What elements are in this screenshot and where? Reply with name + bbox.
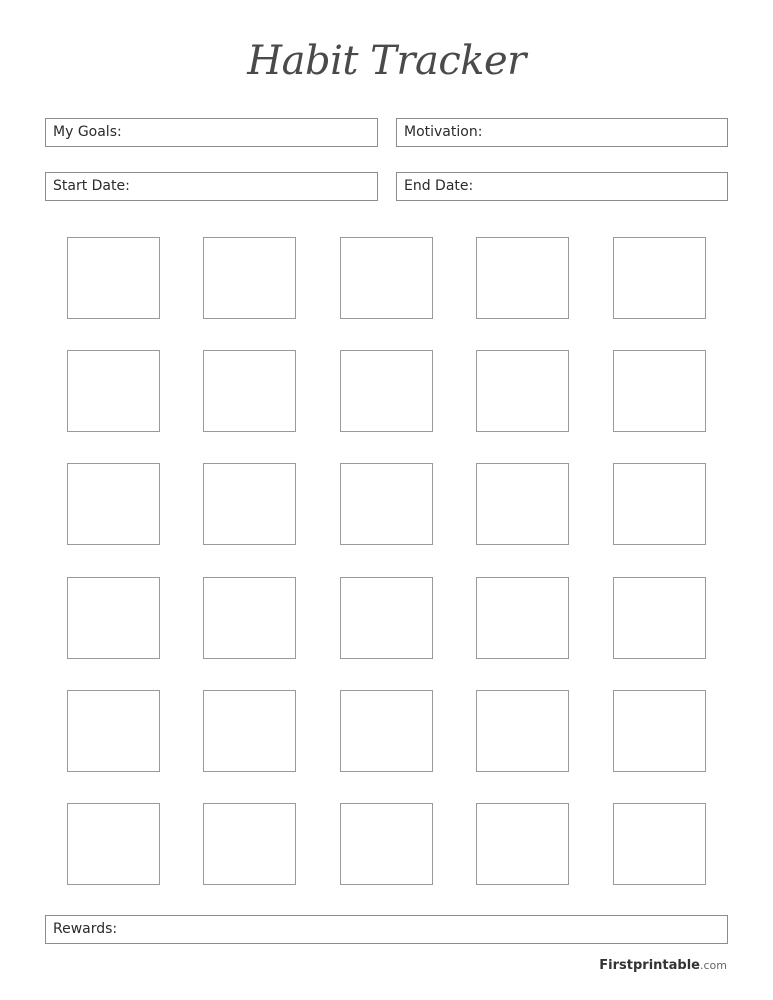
habit-box[interactable] — [613, 237, 706, 319]
habit-box[interactable] — [203, 577, 296, 659]
habit-box[interactable] — [203, 463, 296, 545]
habit-box[interactable] — [476, 237, 569, 319]
habit-box[interactable] — [476, 577, 569, 659]
habit-box[interactable] — [613, 350, 706, 432]
habit-box[interactable] — [203, 803, 296, 885]
habit-box[interactable] — [340, 690, 433, 772]
habit-box[interactable] — [476, 463, 569, 545]
habit-box[interactable] — [340, 803, 433, 885]
brand-domain: .com — [700, 959, 727, 972]
habit-box[interactable] — [613, 803, 706, 885]
habit-box[interactable] — [340, 237, 433, 319]
end-date-label: End Date: — [404, 178, 474, 194]
habit-box[interactable] — [476, 803, 569, 885]
habit-box[interactable] — [67, 577, 160, 659]
habit-box[interactable] — [476, 350, 569, 432]
habit-box[interactable] — [67, 690, 160, 772]
rewards-field[interactable] — [45, 915, 728, 944]
habit-box[interactable] — [67, 803, 160, 885]
habit-box[interactable] — [203, 237, 296, 319]
habit-box[interactable] — [476, 690, 569, 772]
rewards-label: Rewards: — [53, 921, 118, 937]
start-date-label: Start Date: — [53, 178, 130, 194]
habit-box[interactable] — [203, 690, 296, 772]
brand-name: Firstprintable — [599, 958, 700, 973]
habit-box[interactable] — [340, 350, 433, 432]
habit-box[interactable] — [67, 237, 160, 319]
motivation-label: Motivation: — [404, 124, 483, 140]
habit-box[interactable] — [67, 463, 160, 545]
habit-box[interactable] — [67, 350, 160, 432]
habit-box[interactable] — [613, 690, 706, 772]
habit-box[interactable] — [340, 577, 433, 659]
habit-box[interactable] — [203, 350, 296, 432]
page-title: Habit Tracker — [247, 38, 526, 84]
habit-box[interactable] — [340, 463, 433, 545]
habit-box[interactable] — [613, 577, 706, 659]
my-goals-label: My Goals: — [53, 124, 122, 140]
habit-box[interactable] — [613, 463, 706, 545]
brand-logo — [599, 958, 727, 973]
